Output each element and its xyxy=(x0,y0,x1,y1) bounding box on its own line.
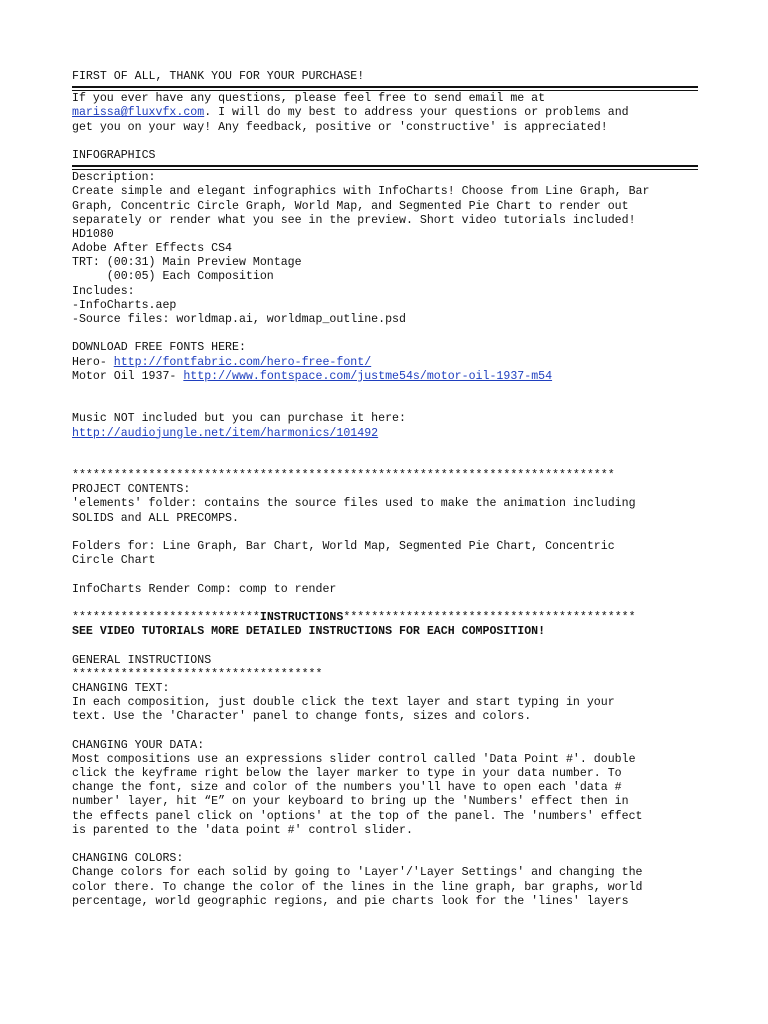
font-hero: Hero- http://fontfabric.com/hero-free-font/ xyxy=(72,355,372,369)
trt-text: TRT: (00:31) Main Preview Montage xyxy=(72,256,302,270)
project-text: InfoCharts Render Comp: comp to render xyxy=(72,582,337,596)
trt-text: (00:05) Each Composition xyxy=(72,270,274,284)
double-rule xyxy=(72,86,698,91)
font-motor-oil: Motor Oil 1937- http://www.fontspace.com/justme54s/motor-oil-1937-m54 xyxy=(72,369,553,383)
description-text: Graph, Concentric Circle Graph, World Map, and Segmented Pie Chart to render out xyxy=(72,199,629,213)
asterisk-divider: ****************************************************************************** xyxy=(72,469,615,483)
hero-font-link[interactable]: http://fontfabric.com/hero-free-font/ xyxy=(113,355,372,369)
includes-item: -Source files: worldmap.ai, worldmap_outline.psd xyxy=(72,313,406,326)
includes-label: Includes: xyxy=(72,284,135,298)
changing-data-body: the effects panel click on 'options' at the top of the panel. The 'numbers' effect xyxy=(72,809,643,823)
contact-text-3: get you on your way! Any feedback, positive or 'constructive' is appreciated! xyxy=(72,120,608,134)
description-text: separately or render what you see in the preview. Short video tutorials included! xyxy=(72,213,636,227)
asterisk-divider: ************************************ xyxy=(72,667,323,681)
project-text: 'elements' folder: contains the source files used to make the animation including xyxy=(72,497,636,511)
double-rule xyxy=(72,165,698,170)
changing-colors-body: Change colors for each solid by going to 'Layer'/'Layer Settings' and changing the xyxy=(72,866,643,880)
heading-thank-you: FIRST OF ALL, THANK YOU FOR YOUR PURCHASE! xyxy=(72,70,365,83)
includes-item: -InfoCharts.aep xyxy=(72,298,177,312)
changing-colors-heading: CHANGING COLORS: xyxy=(72,852,184,866)
changing-text-body: In each composition, just double click the text layer and start typing in your xyxy=(72,696,615,710)
project-text: Folders for: Line Graph, Bar Chart, World Map, Segmented Pie Chart, Concentric xyxy=(72,540,615,553)
general-heading: GENERAL INSTRUCTIONS xyxy=(72,653,212,667)
contact-text-1: If you ever have any questions, please feel free to send email me at xyxy=(72,92,546,106)
email-link[interactable]: marissa@fluxvfx.com xyxy=(72,106,205,120)
changing-data-body: is parented to the 'data point #' control slider. xyxy=(72,823,413,837)
changing-data-body: number' layer, hit “E” on your keyboard to bring up the 'Numbers' effect then in xyxy=(72,795,629,809)
changing-data-body: change the font, size and color of the numbers you'll have to open each 'data # xyxy=(72,781,622,795)
instructions-note: SEE VIDEO TUTORIALS MORE DETAILED INSTRUCTIONS FOR EACH COMPOSITION! xyxy=(72,625,546,639)
changing-data-body: Most compositions use an expressions slider control called 'Data Point #'. double xyxy=(72,752,636,766)
changing-data-heading: CHANGING YOUR DATA: xyxy=(72,738,205,752)
resolution-text: HD1080 xyxy=(72,227,114,241)
software-text: Adobe After Effects CS4 xyxy=(72,242,233,256)
description-text: Create simple and elegant infographics with InfoCharts! Choose from Line Graph, Bar xyxy=(72,185,650,199)
document-body xyxy=(72,70,732,909)
heading-infographics: INFOGRAPHICS xyxy=(72,148,156,162)
music-text: Music NOT included but you can purchase it here: xyxy=(72,412,406,426)
changing-colors-body: percentage, world geographic regions, and pie charts look for the 'lines' layers xyxy=(72,894,629,908)
project-heading: PROJECT CONTENTS: xyxy=(72,483,191,497)
contact-text-2: marissa@fluxvfx.com. I will do my best to address your questions or problems and xyxy=(72,106,629,120)
project-text: SOLIDS and ALL PRECOMPS. xyxy=(72,511,239,525)
project-text: Circle Chart xyxy=(72,554,156,568)
fonts-heading: DOWNLOAD FREE FONTS HERE: xyxy=(72,341,246,355)
description-label: Description: xyxy=(72,171,156,185)
changing-text-body: text. Use the 'Character' panel to change fonts, sizes and colors. xyxy=(72,710,532,724)
changing-text-heading: CHANGING TEXT: xyxy=(72,681,170,695)
instructions-banner: ***************************INSTRUCTIONS****************************************** xyxy=(72,610,636,624)
changing-colors-body: color there. To change the color of the lines in the line graph, bar graphs, world xyxy=(72,880,643,894)
motor-oil-font-link[interactable]: http://www.fontspace.com/justme54s/motor-oil-1937-m54 xyxy=(183,369,553,383)
music-link[interactable]: http://audiojungle.net/item/harmonics/101492 xyxy=(72,426,379,440)
changing-data-body: click the keyframe right below the layer marker to type in your data number. To xyxy=(72,767,622,780)
